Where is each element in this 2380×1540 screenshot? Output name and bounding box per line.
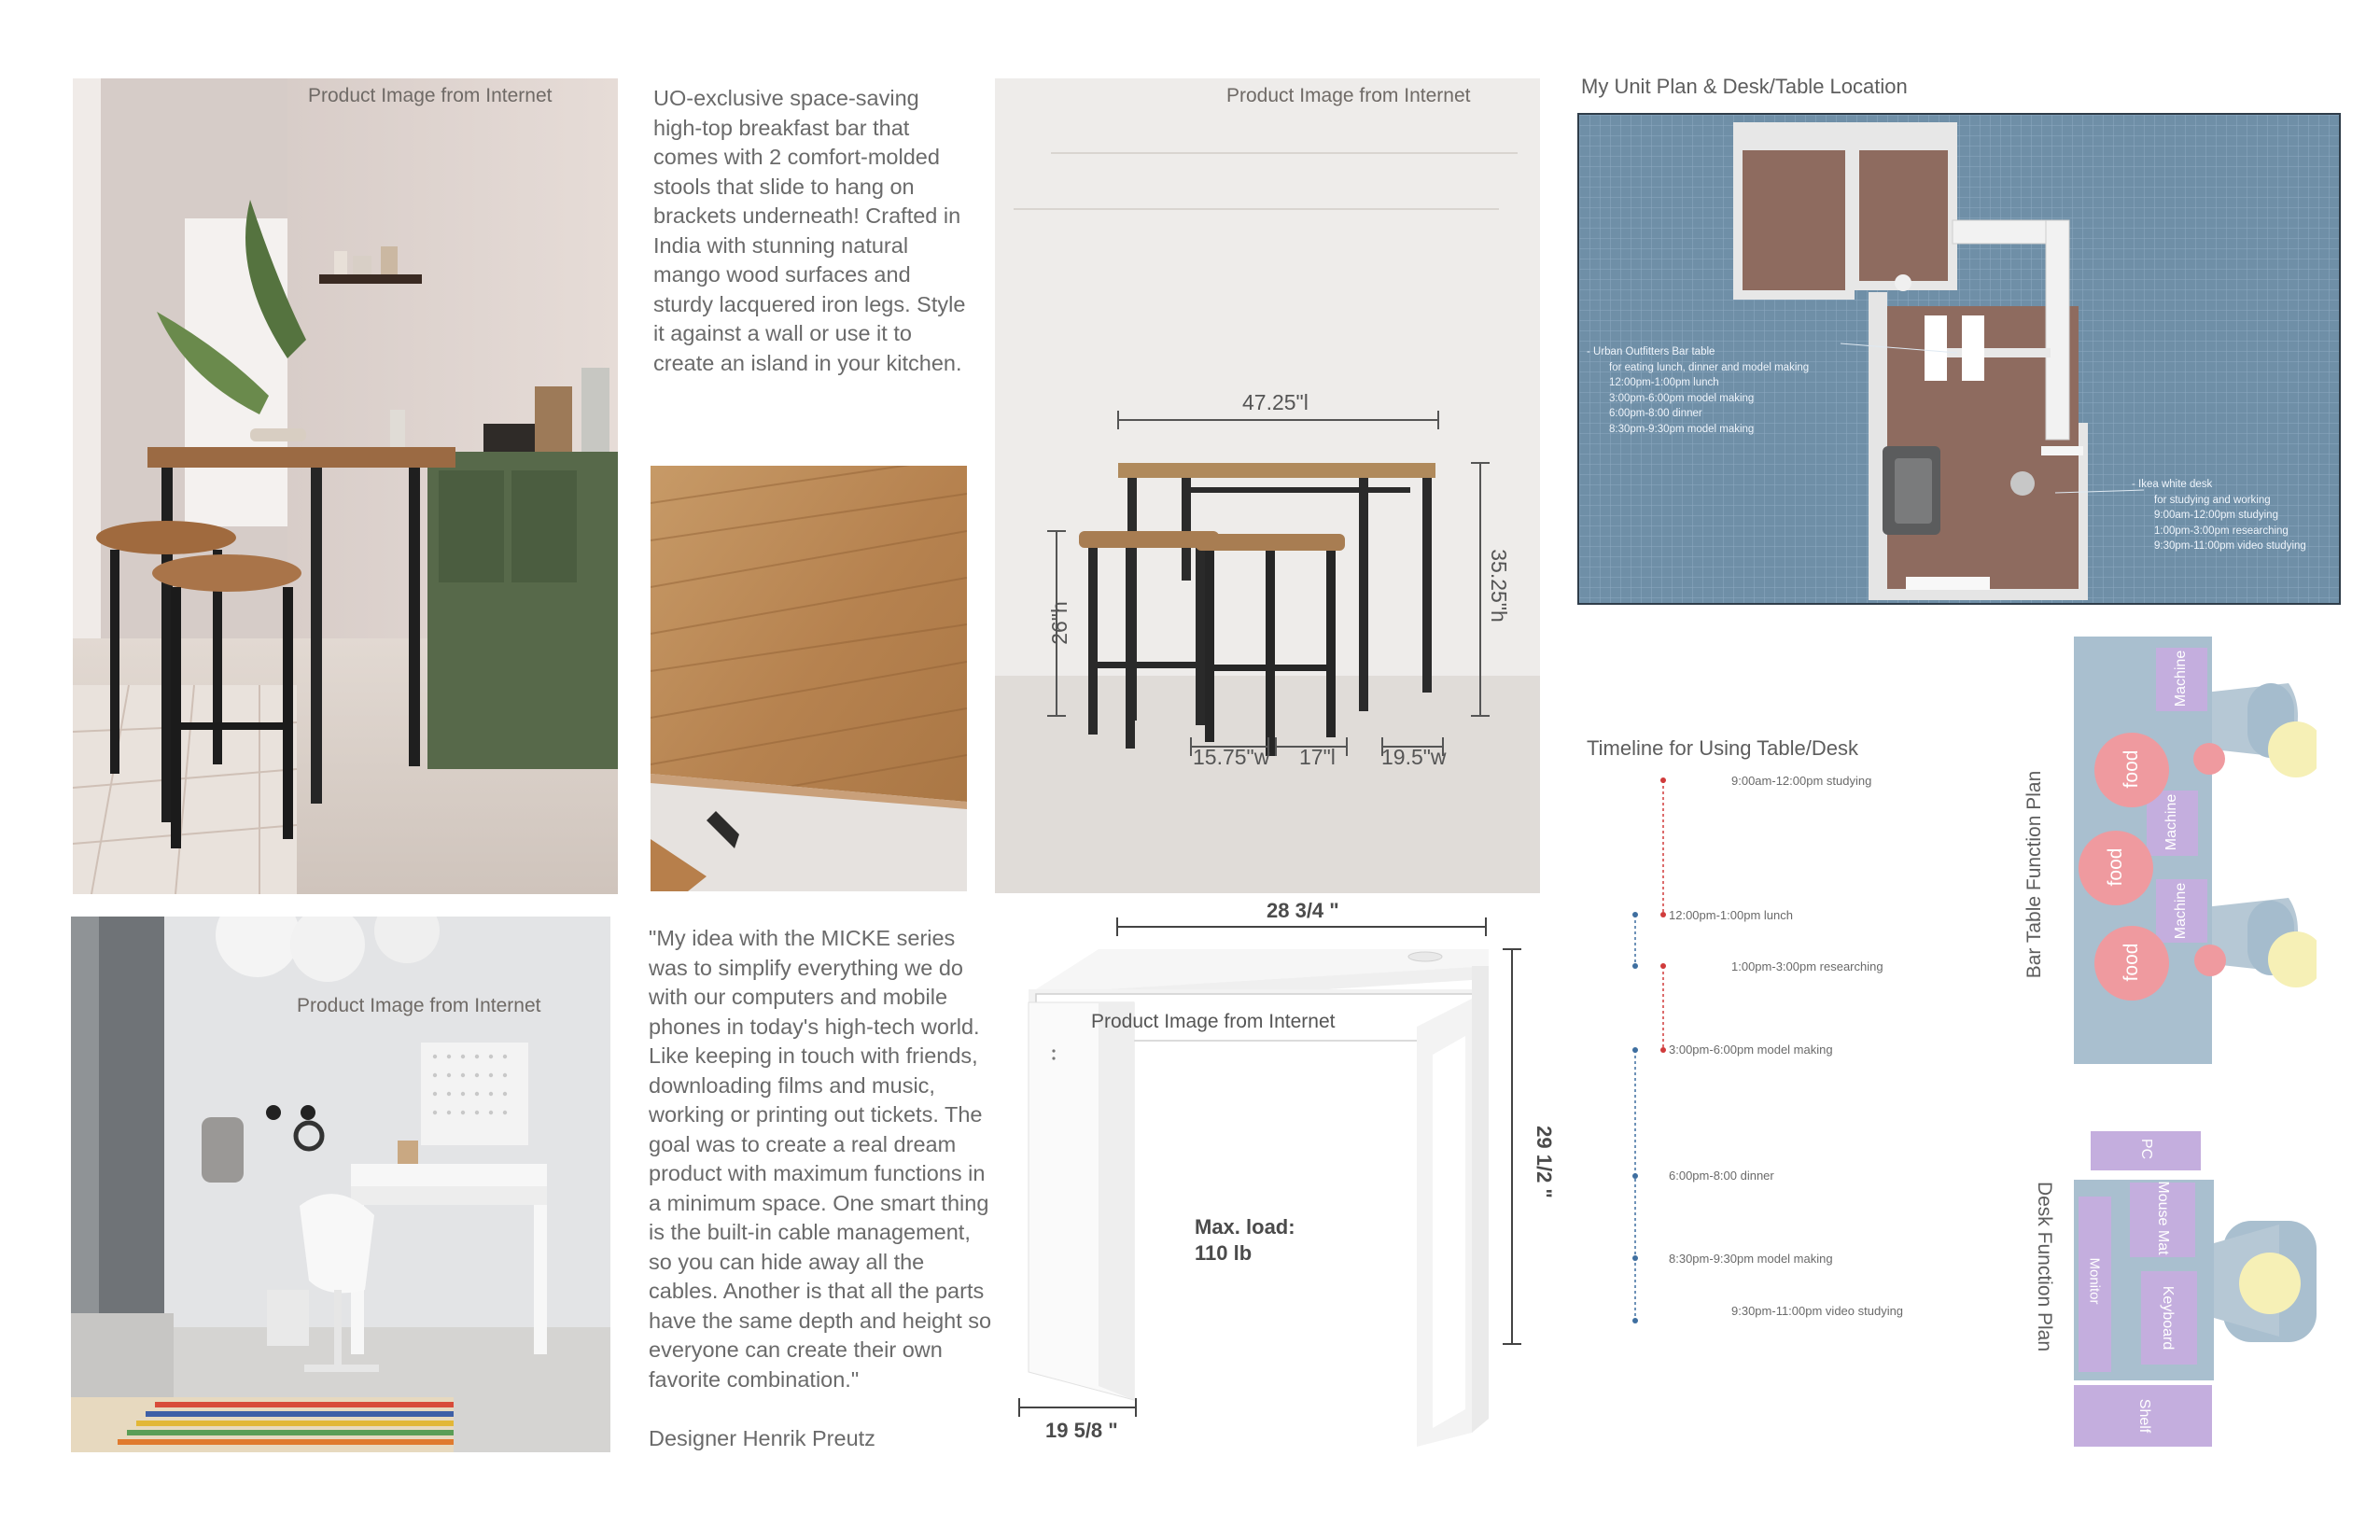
timeline-entry: 12:00pm-1:00pm lunch [1669,908,1793,922]
bar-table-dimensions-illustration [995,78,1540,893]
table-width-label: 19.5"w [1381,745,1447,769]
bar-table-room-illustration [73,78,618,894]
food-label: food [2121,749,2142,789]
unit-plan-title: My Unit Plan & Desk/Table Location [1581,75,1908,98]
wood-texture-photo [651,466,967,891]
desk-width-label: 28 3/4 " [1267,899,1339,922]
desk-function-plan-drawing [2074,1131,2317,1449]
mouse-mat-label: Mouse Mat [2155,1181,2171,1255]
bar-note-line: for eating lunch, dinner and model making [1609,361,1810,373]
desk-line-drawing [1008,896,1568,1456]
bar-table-note [1587,344,1809,437]
bar-note-line: 6:00pm-8:00 dinner [1609,408,1702,419]
image-source-caption: Product Image from Internet [1226,85,1471,106]
bar-height-label: 35.25"h [1486,549,1511,623]
bar-note-line: 12:00pm-1:00pm lunch [1609,377,1719,388]
timeline-entry: 9:30pm-11:00pm video studying [1731,1304,1904,1318]
timeline-dot [1660,777,1666,783]
max-load-value: 110 lb [1195,1241,1253,1265]
keyboard-label: Keyboard [2160,1285,2176,1351]
timeline-dot [1660,1047,1666,1053]
wood-texture-illustration [651,466,967,891]
desk-note-line: 1:00pm-3:00pm researching [2154,525,2289,537]
designer-credit: Designer Henrik Preutz [649,1426,875,1450]
timeline-entry: 3:00pm-6:00pm model making [1669,1043,1833,1057]
shelf-label: Shelf [2136,1398,2152,1434]
timeline-dot [1632,1318,1638,1323]
desk-description: "My idea with the MICKE series was to simplify everything we do with our computers and mobile phones in today's high-tech world. Like keeping in touch with friends, downloading films and music, working or printing out tickets. The goal was to create a real dream product with maximum functions in a minimum space. One smart thing is the built-in cable management, so you can hide away all the cables. Another is that all the parts have the same depth and height so everyone can create their own favorite combination." [649,926,992,1392]
monitor-label: Monitor [2086,1257,2103,1305]
desk-depth-label: 19 5/8 " [1045,1419,1118,1442]
desk-function-plan [2074,1131,2317,1449]
bar-function-plan [2074,637,2317,1066]
timeline-dot [1632,1173,1638,1179]
image-source-caption: Product Image from Internet [308,85,553,106]
timeline-dot [1632,1047,1638,1053]
desk-height-label: 29 1/2 " [1532,1126,1556,1198]
unit-floor-plan [1577,113,2341,605]
machine-label: Machine [2173,650,2189,707]
desk-note-line: 9:00am-12:00pm studying [2154,510,2278,521]
bar-length-label: 47.25"l [1242,390,1309,414]
machine-label: Machine [2163,793,2179,851]
desk-function-plan-title: Desk Function Plan [2034,1181,2055,1352]
max-load-label: Max. load: [1195,1215,1295,1239]
timeline-entry: 6:00pm-8:00 dinner [1669,1169,1774,1183]
pc-label: PC [2138,1138,2154,1160]
timeline-dot [1632,1255,1638,1261]
stool-height-label: 26"h [1046,601,1071,645]
timeline-entry: 9:00am-12:00pm studying [1731,774,1872,788]
bar-note-line: 8:30pm-9:30pm model making [1609,423,1755,435]
food-label: food [2105,847,2126,887]
bar-note-line: 3:00pm-6:00pm model making [1609,392,1755,404]
timeline-dot [1632,912,1638,917]
machine-label: Machine [2173,882,2189,940]
desk-dimensions-illustration [1008,896,1568,1456]
image-source-caption: Product Image from Internet [297,995,541,1016]
bar-table-dimensions-photo [995,78,1540,893]
image-source-caption: Product Image from Internet [1091,1011,1336,1032]
desk-note-line: 9:30pm-11:00pm video studying [2154,540,2306,552]
desk-note [2132,477,2306,554]
timeline-entry: 8:30pm-9:30pm model making [1669,1252,1833,1266]
food-label: food [2121,943,2142,982]
timeline-dot [1660,963,1666,969]
desk-room-photo [71,917,610,1452]
bar-table-room-photo [73,78,618,894]
stool-length-label: 17"l [1299,745,1336,769]
timeline-dot [1660,912,1666,917]
timeline-dot [1632,963,1638,969]
desk-note-line: - Ikea white desk [2132,479,2213,490]
bar-note-line: - Urban Outfitters Bar table [1587,346,1715,357]
timeline-title: Timeline for Using Table/Desk [1587,736,1859,760]
stool-width-label: 15.75"w [1193,745,1270,769]
timeline-entry: 1:00pm-3:00pm researching [1731,959,1883,973]
bar-table-description: UO-exclusive space-saving high-top breakfast bar that comes with 2 comfort-molded stools that slide to hang on brackets underneath! Crafted in India with stunning natural mango wood surfaces and sturdy lacquered iron legs. Style it against a wall or use it to create an island in your kitchen. [653,86,966,375]
desk-note-line: for studying and working [2154,494,2271,506]
bar-function-plan-title: Bar Table Function Plan [2023,770,2045,979]
